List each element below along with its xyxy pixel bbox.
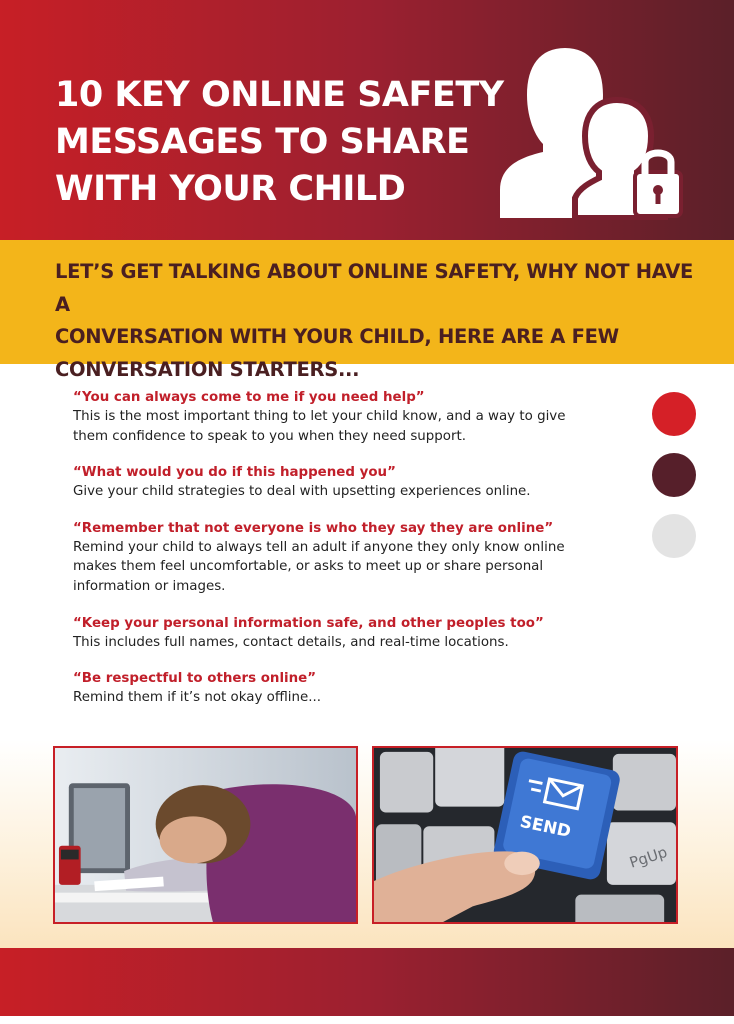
intro-line: CONVERSATION STARTERS... <box>55 357 360 381</box>
message-quote: “Be respectful to others online” <box>73 671 317 687</box>
message-line: them confidence to speak to you when they need support. <box>73 428 466 444</box>
message-quote: “Remember that not everyone is who they say they are online” <box>73 520 554 536</box>
pgup-key-label: PgUp <box>627 843 670 872</box>
message-line: information or images. <box>73 578 226 594</box>
message-list <box>73 388 633 725</box>
message-line: This is the most important thing to let your child know, and a way to give <box>73 409 566 424</box>
message-item <box>73 388 633 446</box>
message-line: Give your child strategies to deal with upsetting experiences online. <box>73 484 531 500</box>
title-line: 10 KEY ONLINE SAFETY <box>55 75 504 115</box>
message-quote: “What would you do if this happened you” <box>73 465 396 481</box>
message-item <box>73 519 633 597</box>
keyboard-illustration <box>374 748 676 922</box>
message-body <box>73 633 633 653</box>
message-item <box>73 614 633 653</box>
title-line: WITH YOUR CHILD <box>55 169 406 209</box>
intro-line: CONVERSATION WITH YOUR CHILD, HERE ARE A FEW <box>55 325 619 348</box>
decorative-dot-grey <box>652 514 696 558</box>
message-line: makes them feel uncomfortable, or asks to meet up or share personal <box>73 559 544 575</box>
message-body <box>73 407 633 446</box>
message-line: Remind your child to always tell an adult if anyone they only know online <box>73 539 565 555</box>
intro-heading <box>55 256 695 386</box>
upset-child-at-computer-photo <box>53 746 358 924</box>
upset-child-illustration <box>55 748 356 922</box>
message-quote: “Keep your personal information safe, and other peoples too” <box>73 615 544 631</box>
parent-child-lock-icon <box>495 40 685 220</box>
title-line: MESSAGES TO SHARE <box>55 122 470 162</box>
message-line: This includes full names, contact details, and real-time locations. <box>73 634 509 650</box>
decorative-dot-red <box>652 392 696 436</box>
message-body <box>73 482 633 502</box>
message-quote: “You can always come to me if you need help” <box>73 390 425 405</box>
footer-band <box>0 948 734 1016</box>
intro-line: LET’S GET TALKING ABOUT ONLINE SAFETY, WHY NOT HAVE A <box>55 260 694 316</box>
decorative-dot-maroon <box>652 453 696 497</box>
message-line: Remind them if it’s not okay offline... <box>73 690 322 706</box>
message-item <box>73 669 633 708</box>
page-title <box>55 72 525 213</box>
message-body <box>73 688 633 708</box>
keyboard-send-key-photo <box>372 746 678 924</box>
message-body <box>73 538 633 597</box>
message-item <box>73 463 633 502</box>
send-key-label: SEND <box>518 811 573 842</box>
